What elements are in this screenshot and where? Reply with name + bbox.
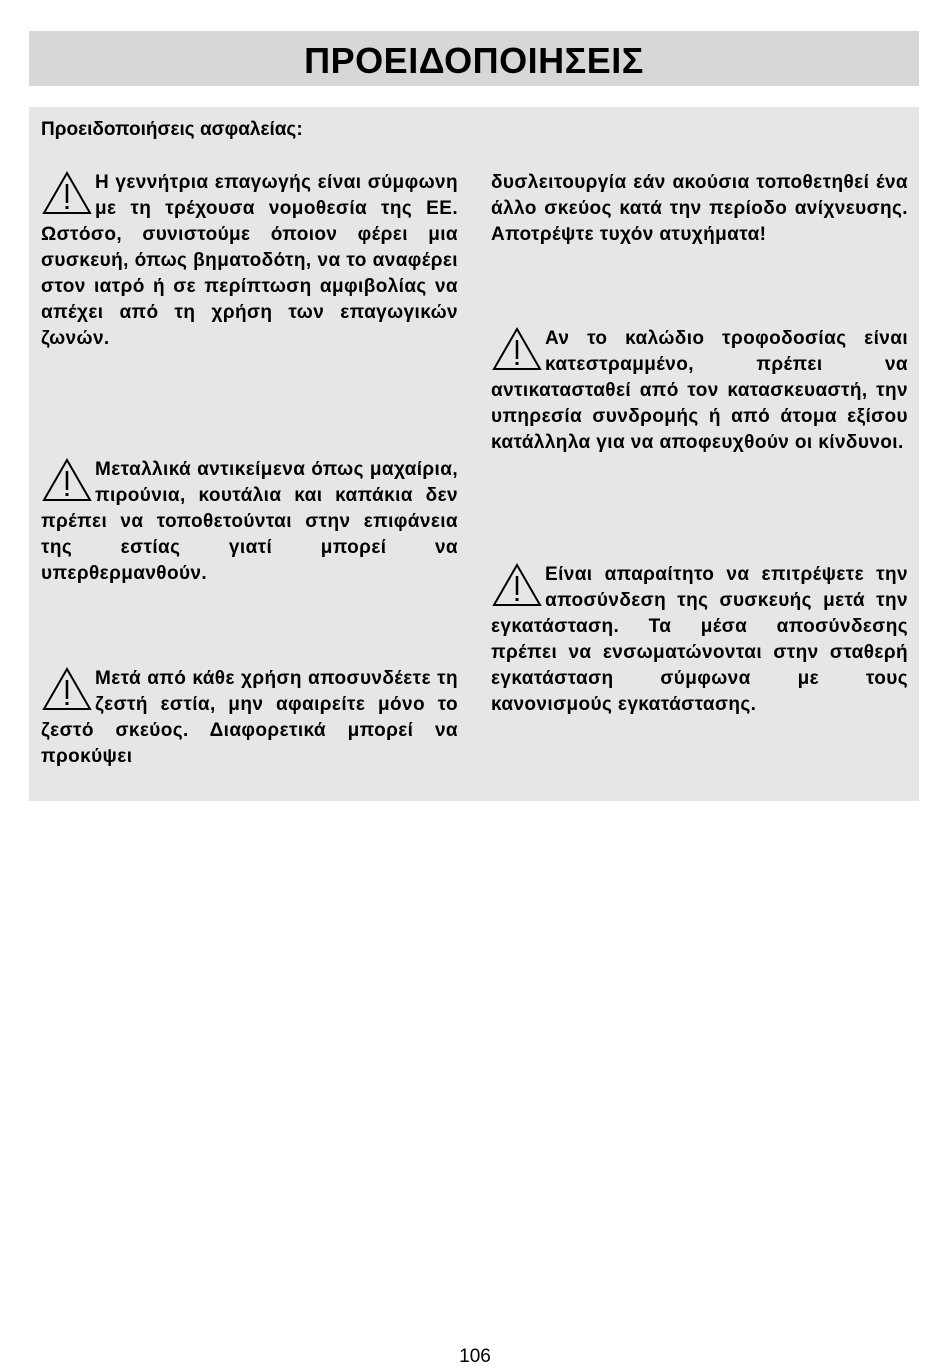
warning-induction-text: Η γεννήτρια επαγωγής είναι σύμφωνη με τη τρέχουσα νομοθεσία της ΕΕ. Ωστόσο, συνιστούμε όποιον φέρει μια συσκευή, όπως βηματοδότη, να το αναφέρει στον ιατρό ή σε περίπτωση αμφιβολίας να απέχει από τη χρήση των επαγωγικών ζωνών. [41, 172, 458, 349]
warning-disconnection-text: Είναι απαραίτητο να επιτρέψετε την αποσύνδεση της συσκευής μετά την εγκατάσταση. Τα μέσα αποσύνδεσης πρέπει να ενσωματώνονται στην σταθερή εγκατάσταση σύμφωνα με τους κανονισμούς εγκατάστασης. [491, 564, 908, 715]
warning-metal-objects [41, 457, 458, 587]
page-number: 106 [459, 1346, 491, 1367]
warning-triangle-icon [491, 326, 543, 372]
warning-after-use-continued-text: δυσλειτουργία εάν ακούσια τοποθετηθεί ένα άλλο σκεύος κατά την περίοδο ανίχνευσης. Αποτρέψτε τυχόν ατυχήματα! [491, 172, 908, 245]
safety-warnings-panel [29, 107, 919, 801]
page-title: ΠΡΟΕΙΔΟΠΟΙΗΣΕΙΣ [304, 39, 644, 81]
warning-after-use-text: Μετά από κάθε χρήση αποσυνδέετε τη ζεστή εστία, μην αφαιρείτε μόνο το ζεστό σκεύος. Διαφορετικά μπορεί να προκύψει [41, 668, 458, 767]
title-bar [29, 31, 919, 86]
warning-power-cable [491, 326, 908, 456]
warning-triangle-icon [41, 170, 93, 216]
warning-triangle-icon [41, 666, 93, 712]
warning-triangle-icon [41, 457, 93, 503]
warning-after-use-continued [491, 170, 908, 248]
warning-triangle-icon [491, 562, 543, 608]
warning-disconnection [491, 562, 908, 718]
warning-induction [41, 170, 458, 352]
section-subtitle: Προειδοποιήσεις ασφαλείας: [41, 119, 303, 140]
warning-metal-objects-text: Μεταλλικά αντικείμενα όπως μαχαίρια, πιρούνια, κουτάλια και καπάκια δεν πρέπει να τοποθετούνται στην επιφάνεια της εστίας γιατί μπορεί να υπερθερμανθούν. [41, 459, 458, 584]
warning-after-use [41, 666, 458, 770]
warning-power-cable-text: Αν το καλώδιο τροφοδοσίας είναι κατεστραμμένο, πρέπει να αντικατασταθεί από τον κατασκευαστή, την υπηρεσία συνδρομής ή από άτομα εξίσου κατάλληλα για να αποφευχθούν οι κίνδυνοι. [491, 328, 908, 453]
